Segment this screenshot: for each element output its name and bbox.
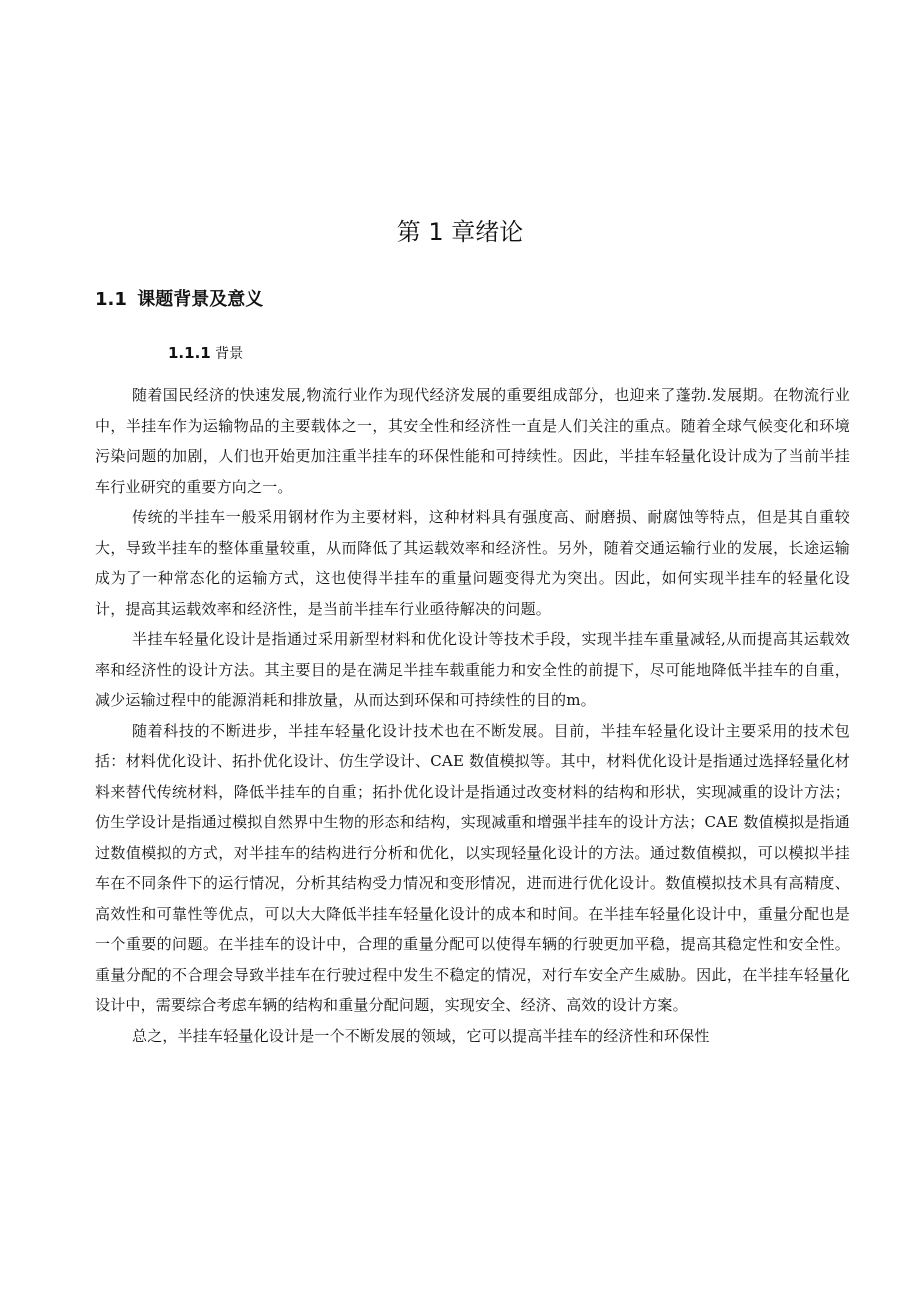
section-title: 课题背景及意义 (137, 289, 264, 310)
paragraph-4: 随着科技的不断进步，半挂车轻量化设计技术也在不断发展。目前，半挂车轻量化设计主要采用的技术包括：材料优化设计、拓扑优化设计、仿生学设计、CAE 数值模拟等。其中，材料优化设计是指通过选择轻量化材料来替代传统材料，降低半挂车的自重；拓扑优化设计是指通过改变材料的结构和形状，实现减重的设计方法；仿生学设计是指通过模拟自然界中生物的形态和结构，实现减重和增强半挂车的设计方法；CAE 数值模拟是指通过数值模拟的方式，对半挂车的结构进行分析和优化，以实现轻量化设计的方法。通过数值模拟，可以模拟半挂车在不同条件下的运行情况，分析其结构受力情况和变形情况，进而进行优化设计。数值模拟技术具有高精度、高效性和可靠性等优点，可以大大降低半挂车轻量化设计的成本和时间。在半挂车轻量化设计中，重量分配也是一个重要的问题。在半挂车的设计中，合理的重量分配可以使得车辆的行驶更加平稳，提高其稳定性和安全性。重量分配的不合理会导致半挂车在行驶过程中发生不稳定的情况，对行车安全产生威胁。因此，在半挂车轻量化设计中，需要综合考虑车辆的结构和重量分配问题，实现安全、经济、高效的设计方案。 (95, 721, 850, 1014)
body-text (95, 380, 850, 1051)
paragraph-5: 总之，半挂车轻量化设计是一个不断发展的领域，它可以提高半挂车的经济性和环保性 (132, 1026, 710, 1045)
paragraph-3: 半挂车轻量化设计是指通过采用新型材料和优化设计等技术手段，实现半挂车重量减轻,从而提高其运载效率和经济性的设计方法。其主要目的是在满足半挂车载重能力和安全性的前提下，尽可能地降低半挂车的自重，减少运输过程中的能源消耗和排放量，从而达到环保和可持续性的目的m。 (95, 630, 850, 709)
section-heading (95, 285, 263, 311)
subsection-heading (168, 343, 243, 363)
paragraph-2: 传统的半挂车一般采用钢材作为主要材料，这种材料具有强度高、耐磨损、耐腐蚀等特点，但是其自重较大，导致半挂车的整体重量较重，从而降低了其运载效率和经济性。另外，随着交通运输行业的发展，长途运输成为了一种常态化的运输方式，这也使得半挂车的重量问题变得尤为突出。因此，如何实现半挂车的轻量化设计，提高其运载效率和经济性，是当前半挂车行业亟待解决的问题。 (95, 508, 850, 618)
paragraph-1: 随着国民经济的快速发展,物流行业作为现代经济发展的重要组成部分，也迎来了蓬勃.发展期。在物流行业中，半挂车作为运输物品的主要载体之一，其安全性和经济性一直是人们关注的重点。随着全球气候变化和环境污染问题的加剧，人们也开始更加注重半挂车的环保性能和可持续性。因此，半挂车轻量化设计成为了当前半挂车行业研究的重要方向之一。 (95, 386, 850, 496)
subsection-number: 1.1.1 (168, 344, 211, 362)
subsection-title: 背景 (215, 346, 244, 362)
chapter-title: 第 1 章绪论 (396, 218, 524, 247)
section-number: 1.1 (95, 289, 127, 310)
